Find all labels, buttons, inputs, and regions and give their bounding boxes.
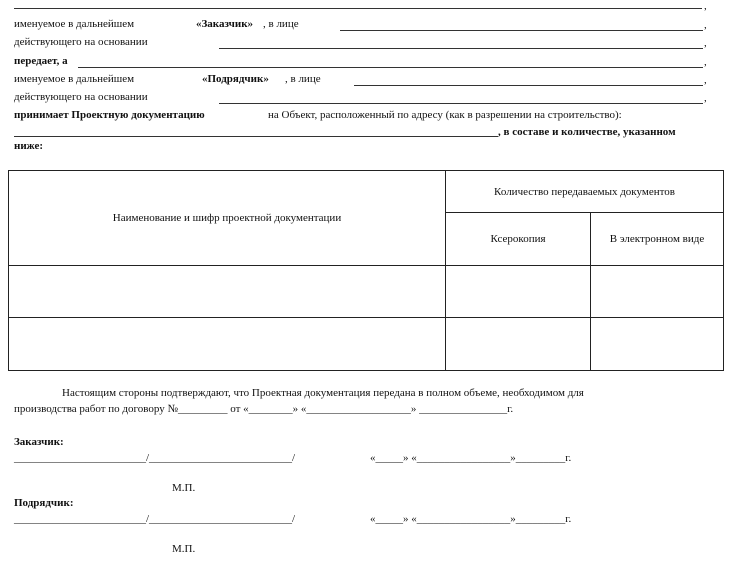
composition-label: , в составе и количестве, указанном: [498, 126, 676, 138]
comma: ,: [704, 19, 707, 31]
table-row: [9, 266, 724, 318]
acting-basis-customer: действующего на основании: [14, 36, 148, 48]
doc-electronic-cell[interactable]: [591, 318, 724, 371]
accepts-label: принимает Проектную документацию: [14, 109, 205, 121]
confirmation-line-2: производства работ по договору №_________ от «________» «___________________» ________________г.: [14, 403, 514, 415]
comma: ,: [704, 74, 707, 86]
customer-representative-line: [340, 30, 703, 31]
acting-basis-contractor: действующего на основании: [14, 91, 148, 103]
doc-xerox-cell[interactable]: [446, 318, 591, 371]
contractor-stamp: М.П.: [172, 543, 196, 555]
documents-table: [8, 170, 724, 371]
in-person-customer: , в лице: [263, 18, 299, 30]
doc-xerox-cell[interactable]: [446, 266, 591, 318]
contractor-signature-label: Подрядчик:: [14, 497, 74, 509]
comma: ,: [704, 56, 707, 68]
contractor-date-line: «_____» «_________________»_________г.: [370, 513, 572, 525]
customer-name: «Заказчик»: [196, 18, 254, 30]
doc-name-cell[interactable]: [9, 318, 446, 371]
transfers-label: передает, а: [14, 55, 68, 67]
comma: ,: [704, 37, 707, 49]
customer-sign-line: ________________________/__________________________/: [14, 452, 296, 464]
contractor-sign-line: ________________________/__________________________/: [14, 513, 296, 525]
in-person-contractor: , в лице: [285, 73, 321, 85]
comma: ,: [704, 92, 707, 104]
named-prefix-customer: именуемое в дальнейшем: [14, 18, 135, 30]
contractor-basis-line: [219, 103, 703, 104]
address-line: [14, 136, 498, 137]
doc-name-cell[interactable]: [9, 266, 446, 318]
table-row: [9, 318, 724, 371]
contractor-representative-line: [354, 85, 703, 86]
contractor-line: [78, 67, 703, 68]
named-prefix-contractor: именуемое в дальнейшем: [14, 73, 135, 85]
accepts-rest: на Объект, расположенный по адресу (как в разрешении на строительство):: [268, 109, 622, 121]
doc-electronic-cell[interactable]: [591, 266, 724, 318]
confirmation-line-1: Настоящим стороны подтверждают, что Проектная документация передана в полном объеме, необходимом для: [62, 387, 584, 399]
col-name-header: Наименование и шифр проектной документации: [9, 171, 446, 266]
customer-signature-label: Заказчик:: [14, 436, 64, 448]
customer-date-line: «_____» «_________________»_________г.: [370, 452, 572, 464]
customer-basis-line: [219, 48, 703, 49]
col-electronic-header: В электронном виде: [591, 213, 724, 266]
blank-line-top: [14, 8, 702, 9]
col-group-header: Количество передаваемых документов: [446, 171, 724, 213]
customer-stamp: М.П.: [172, 482, 196, 494]
below-label: ниже:: [14, 140, 44, 152]
col-xerox-header: Ксерокопия: [446, 213, 591, 266]
comma: ,: [704, 0, 707, 12]
contractor-name: «Подрядчик»: [202, 73, 269, 85]
